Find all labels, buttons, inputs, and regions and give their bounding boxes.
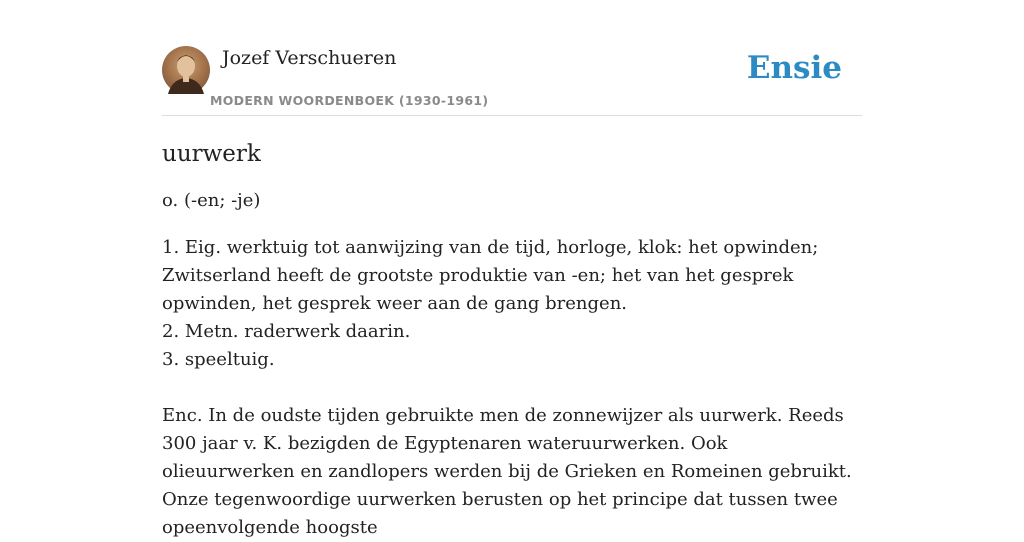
source-title[interactable]: MODERN WOORDENBOEK (1930-1961) xyxy=(210,93,489,108)
definition-item: 1. Eig. werktuig tot aanwijzing van de tijd, horloge, klok: het opwinden; Zwitserland heeft de grootste produktie van -en; het van het gesprek opwinden, het gesprek weer aan de gang brengen. xyxy=(162,237,819,314)
encyclopedia-text: Enc. In de oudste tijden gebruikte men de zonnewijzer als uurwerk. Reeds 300 jaar v. K. bezigden de Egyptenaren wateruurwerken. Ook olieuurwerken en zandlopers werden bij de Grieken en Romeinen gebruikt. Onze tegenwoordige uurwerken berusten op het principe dat tussen twee opeenvolgende hoogste xyxy=(162,405,852,538)
author-portrait-icon xyxy=(162,46,210,94)
definition-item: 3. speeltuig. xyxy=(162,349,275,370)
author-name[interactable]: Jozef Verschueren xyxy=(222,47,397,69)
page-header xyxy=(162,46,862,116)
definition-item: 2. Metn. raderwerk daarin. xyxy=(162,321,411,342)
entry-grammar: o. (-en; -je) xyxy=(162,190,261,211)
entry-term: uurwerk xyxy=(162,141,261,167)
author-avatar[interactable] xyxy=(162,46,210,94)
site-logo[interactable]: Ensie xyxy=(746,50,842,86)
definition-list xyxy=(162,234,862,374)
header-divider xyxy=(162,115,862,116)
entry-content xyxy=(162,138,862,542)
